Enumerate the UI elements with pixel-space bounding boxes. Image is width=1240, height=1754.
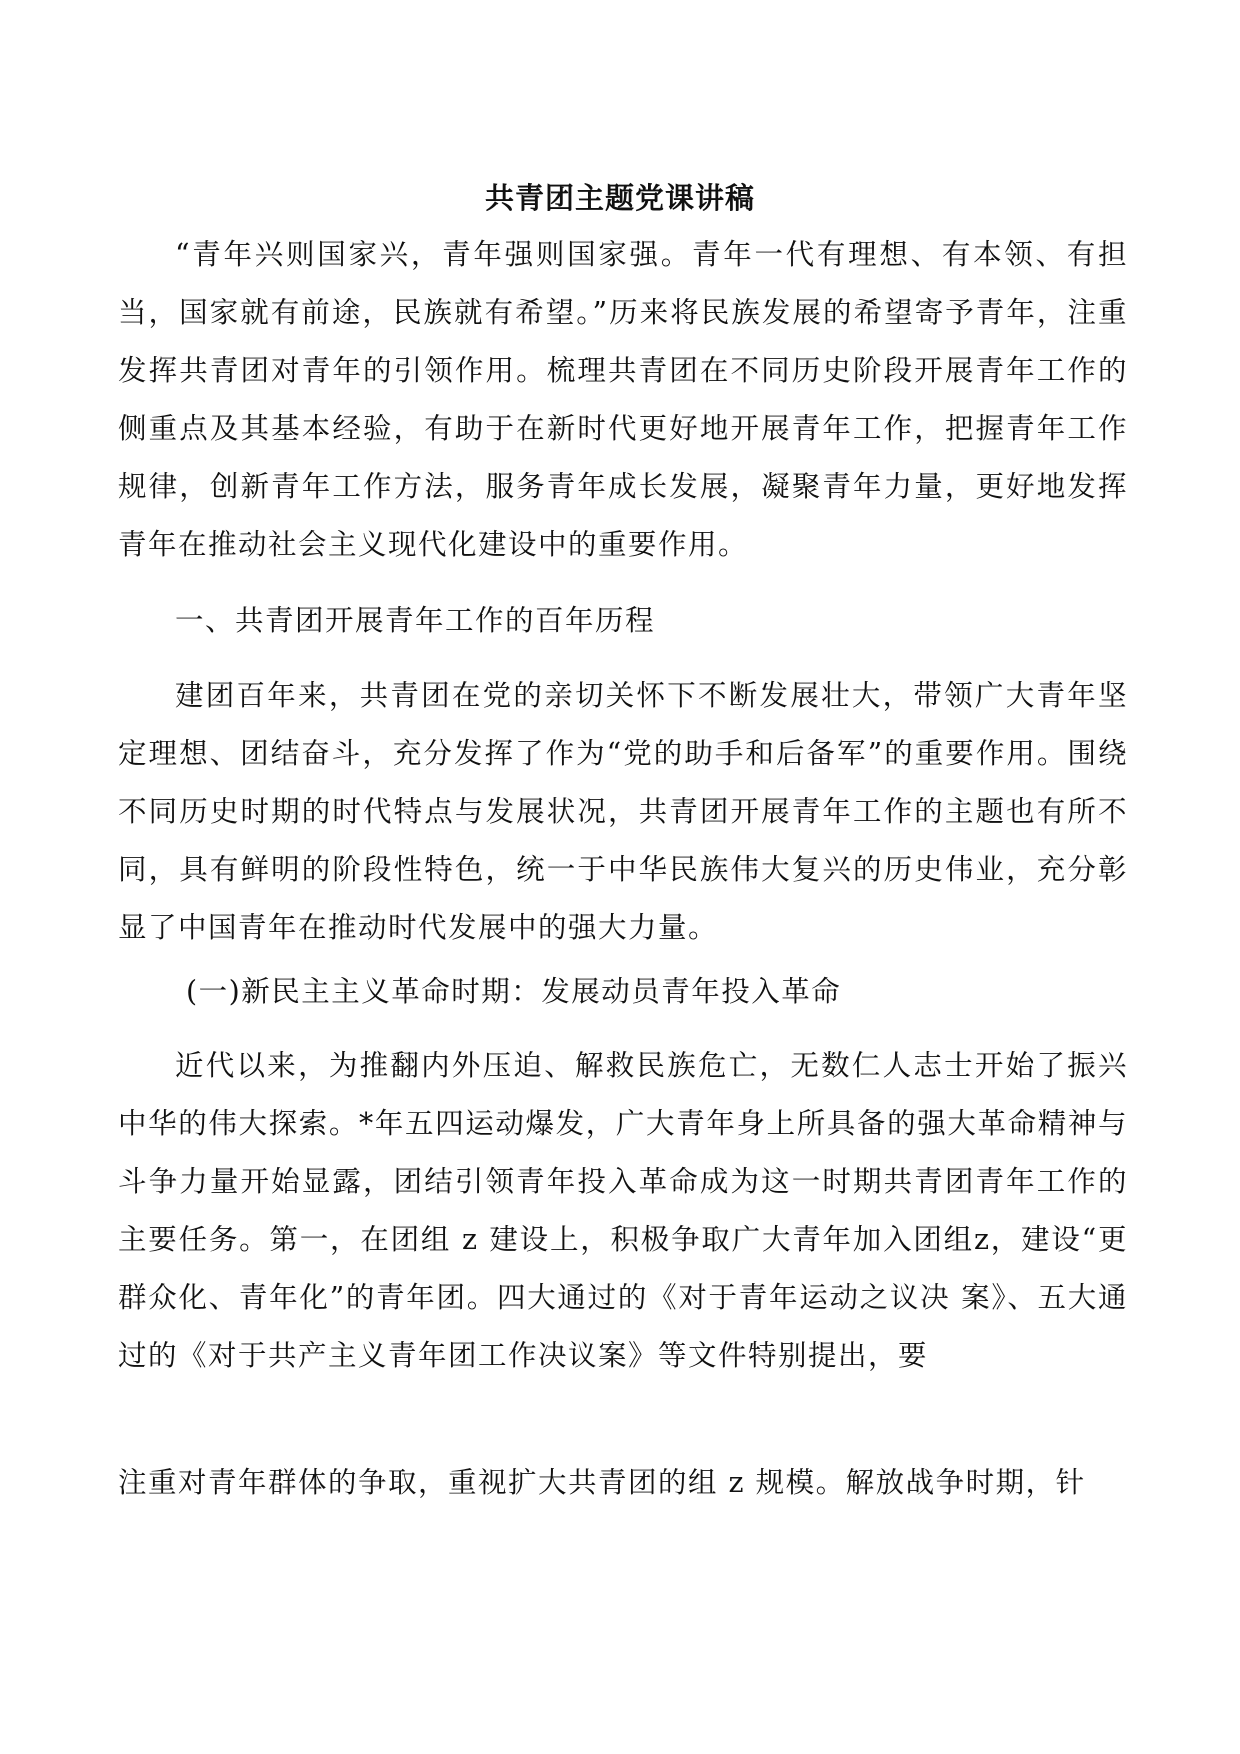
section-1-paragraph: 建团百年来，共青团在党的亲切关怀下不断发展壮大，带领广大青年坚定理想、团结奋斗，充分发挥了作为“党的助手和后备军”的重要作用。围绕不同历史时期的时代特点与发展状况，共青团开展青年工作的主题也有所不同，具有鲜明的阶段性特色，统一于中华民族伟大复兴的历史伟业，充分彰显了中国青年在推动时代发展中的强大力量。 [118, 679, 1128, 944]
subsection-heading-1: (一)新民主主义革命时期：发展动员青年投入革命 [186, 975, 842, 1008]
intro-paragraph: “青年兴则国家兴，青年强则国家强。青年一代有理想、有本领、有担当，国家就有前途，民族就有希望。”历来将民族发展的希望寄予青年，注重发挥共青团对青年的引领作用。梳理共青团在不同历史阶段开展青年工作的侧重点及其基本经验，有助于在新时代更好地开展青年工作，把握青年工作规律，创新青年工作方法，服务青年成长发展，凝聚青年力量，更好地发挥青年在推动社会主义现代化建设中的重要作用。 [118, 238, 1128, 561]
section-heading-1: 一、共青团开展青年工作的百年历程 [175, 604, 656, 637]
continuation-line: 注重对青年群体的争取，重视扩大共青团的组 z 规模。解放战争时期，针 [118, 1466, 1086, 1499]
document-title: 共青团主题党课讲稿 [484, 181, 755, 215]
subsection-1-paragraph: 近代以来，为推翻内外压迫、解救民族危亡，无数仁人志士开始了振兴中华的伟大探索。*年五四运动爆发，广大青年身上所具备的强大革命精神与斗争力量开始显露，团结引领青年投入革命成为这一时期共青团青年工作的主要任务。第一，在团组 z 建设上，积极争取广大青年加入团组z，建设“更群众化、青年化”的青年团。四大通过的《对于青年运动之议决 案》、五大通过的《对于共产主义青年团工作决议案》等文件特别提出，要 [118, 1049, 1128, 1372]
